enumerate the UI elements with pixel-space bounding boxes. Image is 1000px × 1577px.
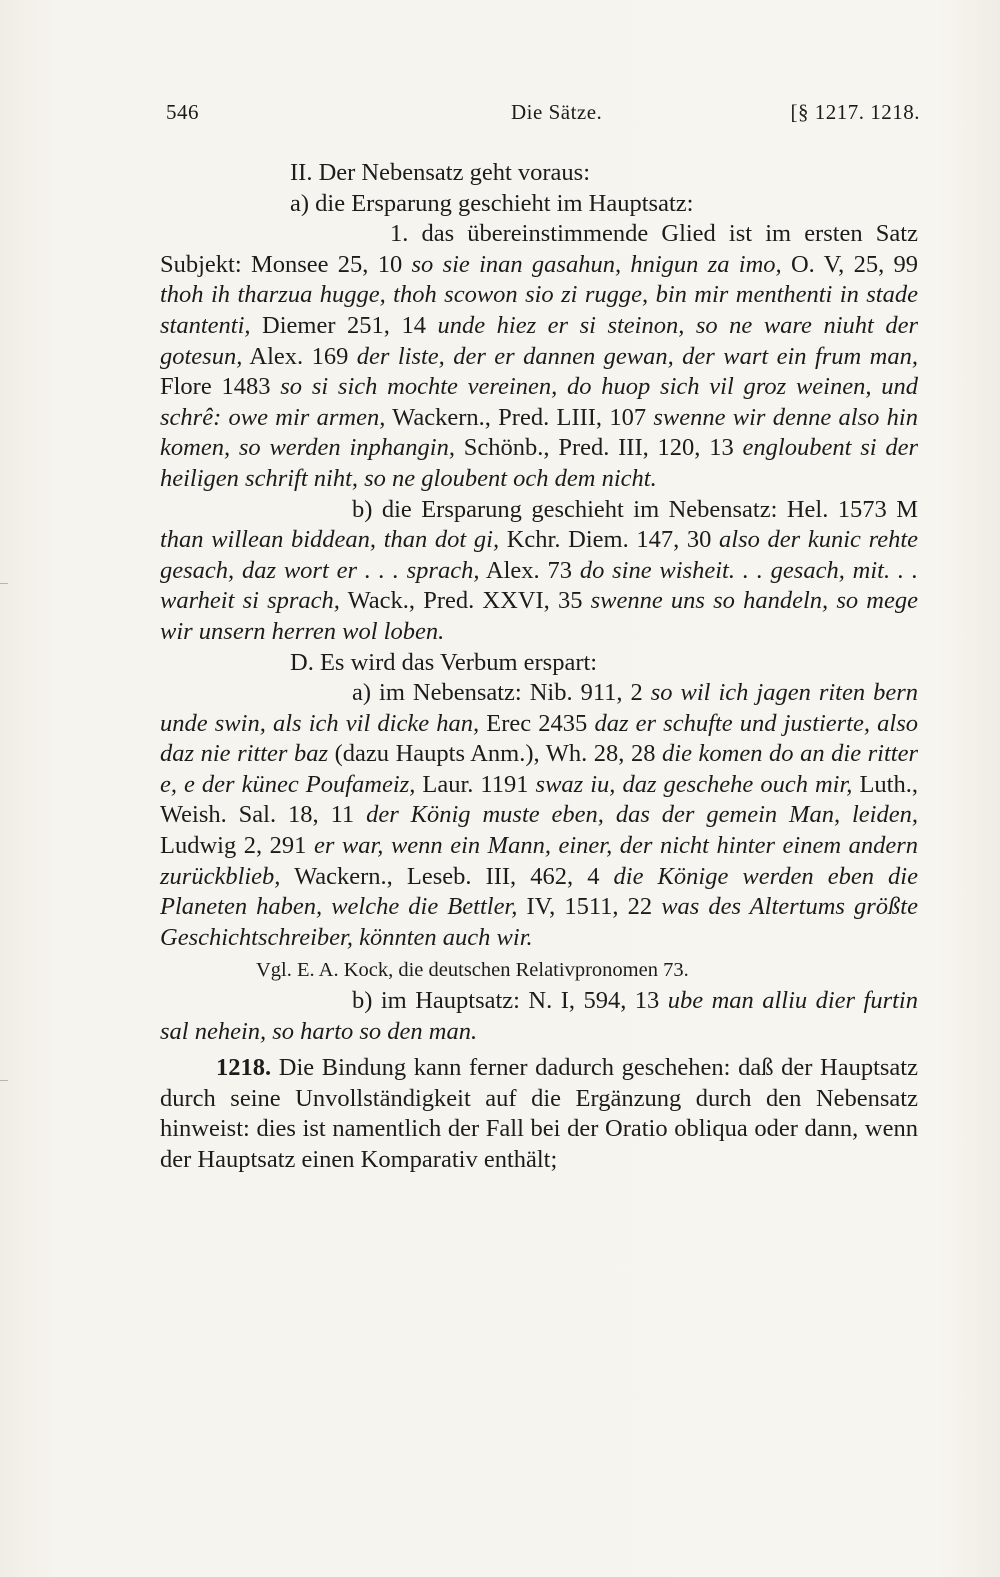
subheading-a-hauptsatz: a) die Ersparung geschieht im Hauptsatz: — [290, 189, 694, 217]
quotation-italic: was des Altertums größte Geschichtschreiber, könnten auch wir. — [160, 893, 918, 951]
citation-text: Erec 2435 — [479, 709, 595, 737]
citation-text: Alex. 73 — [479, 556, 580, 584]
citation-text: Flore 1483 — [160, 373, 281, 401]
citation-text: Ludwig 2, 291 — [160, 832, 314, 860]
quotation-italic: than willean biddean, than dot gi, — [160, 526, 500, 554]
paragraph-subjekt — [160, 219, 918, 494]
citation-text: (dazu Haupts Anm.), Wh. 28, 28 — [328, 740, 663, 768]
heading-nebensatz-voraus: II. Der Nebensatz geht voraus: — [290, 159, 591, 186]
quotation-italic: swenne wir denne also hin komen, so werden inphangin, — [160, 403, 918, 462]
section-reference: [§ 1217. 1218. — [790, 100, 920, 124]
citation-text: Alex. 169 — [242, 342, 357, 370]
quotation-italic: die Könige werden eben die Planeten haben, welche die Bettler, — [160, 862, 918, 921]
running-title: Die Sätze. — [511, 100, 603, 124]
citation-text: b) im Hauptsatz: N. I, 594, 13 — [352, 987, 668, 1015]
citation-text: a) im Nebensatz: Nib. 911, 2 — [352, 679, 651, 707]
quotation-italic: also der kunic rehte gesach, daz wort er . . . sprach, — [160, 526, 918, 584]
quotation-italic: ube man alliu dier furtin sal nehein, so harto so den man. — [160, 987, 918, 1045]
quotation-italic: unde hiez er si steinon, so ne ware niuht der gotesun, — [160, 311, 919, 370]
quotation-italic: swaz iu, daz geschehe ouch mir, — [535, 770, 853, 798]
section-1218 — [160, 1053, 918, 1175]
section-number: 1218. — [216, 1054, 272, 1082]
citation-text: Wackern., Pred. LIII, 107 — [385, 403, 654, 431]
margin-mark — [0, 583, 8, 584]
margin-mark — [0, 1080, 8, 1081]
citation-text: Laur. 1191 — [415, 770, 536, 798]
citation-text: Diemer 251, 14 — [250, 311, 438, 339]
quotation-italic: do sine wisheit. . . gesach, mit. . . warheit si sprach, — [160, 556, 918, 615]
citation-text: Luth., Weish. Sal. 18, 11 — [160, 770, 918, 829]
running-header — [166, 100, 920, 134]
paragraph-b-nebensatz — [160, 495, 918, 648]
quotation-italic: daz er schufte und justierte, also daz nie ritter baz — [160, 709, 919, 768]
citation-text: Kchr. Diem. 147, 30 — [499, 526, 720, 554]
page-number: 546 — [166, 100, 199, 124]
quotation-italic: er war, wenn ein Mann, einer, der nicht hinter einem andern zurückblieb, — [160, 832, 919, 890]
quotation-italic: der liste, der er dannen gewan, der wart ein frum man, — [356, 342, 918, 370]
heading-verbum-erspart: D. Es wird das Verbum erspart: — [290, 648, 598, 676]
quotation-italic: so sie inan gasahun, hnigun za imo, — [411, 250, 782, 278]
quotation-italic: thoh ih tharzua hugge, thoh scowon sio zi rugge, bin mir menthenti in stade stantenti, — [160, 281, 918, 339]
reference-note: Vgl. E. A. Kock, die deutschen Relativpronomen 73. — [256, 959, 689, 982]
quotation-italic: so si sich mochte vereinen, do huop sich vil groz weinen, und schrê: owe mir armen, — [160, 373, 919, 431]
citation-text: O. V, 25, 99 — [781, 250, 918, 278]
page-body — [160, 158, 918, 1176]
paragraph-b-hauptsatz — [160, 986, 918, 1047]
citation-text: Wackern., Leseb. III, 462, 4 — [280, 862, 614, 890]
citation-text: IV, 1511, 22 — [517, 893, 662, 921]
paragraph-a-nebensatz — [160, 678, 918, 953]
citation-text: 1. das übereinstimmende Glied ist im ersten Satz Subjekt: Monsee 25, 10 — [160, 220, 918, 278]
section-1218-text: Die Bindung kann ferner dadurch geschehen: daß der Hauptsatz durch seine Unvollständigkeit auf die Ergänzung durch den Nebensatz hinweist: dies ist namentlich der Fall bei der Oratio obliqua oder dann, wenn der Hauptsatz einen Komparativ enthält; — [160, 1054, 918, 1173]
citation-text: Wack., Pred. XXVI, 35 — [339, 587, 591, 615]
quotation-italic: die komen do an die ritter e, e der künec Poufameiz, — [160, 740, 918, 798]
citation-text: b) die Ersparung geschieht im Nebensatz: Hel. 1573 M — [352, 495, 918, 523]
quotation-italic: engloubent si der heiligen schrift niht, so ne gloubent och dem nicht. — [160, 434, 918, 492]
citation-text: Schönb., Pred. III, 120, 13 — [454, 434, 743, 462]
quotation-italic: swenne uns so handeln, so mege wir unsern herren wol loben. — [160, 587, 918, 645]
quotation-italic: der König muste eben, das der gemein Man, leiden, — [366, 801, 918, 829]
quotation-italic: so wil ich jagen riten bern unde swin, als ich vil dicke han, — [160, 679, 918, 737]
